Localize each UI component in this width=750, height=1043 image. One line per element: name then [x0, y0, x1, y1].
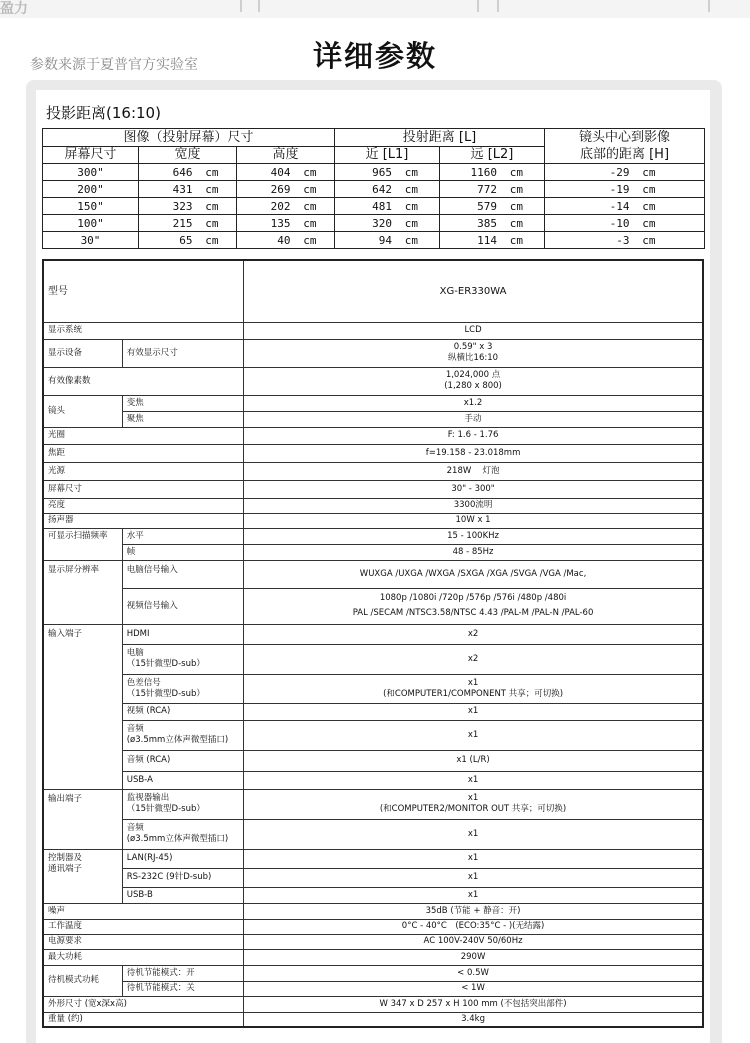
far-cell: [440, 181, 545, 198]
spec-sublabel: 视频 (RCA): [122, 703, 243, 720]
lens-offset-header: [545, 129, 705, 164]
width-value: 323: [172, 199, 193, 213]
spec-value: W 347 x D 257 x H 100 mm (不包括突出部件): [244, 996, 703, 1012]
far-value: 114: [477, 233, 497, 247]
spec-value: 3.4kg: [244, 1012, 703, 1027]
offset-value: -29: [609, 165, 630, 179]
table-row: [43, 720, 703, 750]
table-header-row: [43, 129, 705, 147]
value-line: PAL /SECAM /NTSC3.58/NTSC 4.43 /PAL-M /PAL-N /PAL-60: [352, 608, 594, 618]
image-size-group-header: 图像（投射屏幕）尺寸: [43, 129, 335, 147]
table-row: [43, 750, 703, 771]
height-value: 269: [270, 182, 291, 196]
spec-value: WUXGA /UXGA /WXGA /SXGA /XGA /SVGA /VGA /Mac,: [244, 560, 703, 588]
value-line: (和COMPUTER1/COMPONENT 共享；可切换): [383, 688, 564, 699]
value-line: 1080p /1080i /720p /576p /576i /480p /480i: [379, 593, 567, 603]
table-row: [43, 996, 703, 1012]
spec-value: LCD: [244, 322, 703, 339]
near-cell: [335, 181, 440, 198]
screen-size-cell: 30": [43, 232, 139, 249]
value-line: 0.59" x 3: [453, 342, 493, 352]
spec-value: 218W 灯泡: [244, 462, 703, 480]
unit-label: cm: [404, 165, 418, 179]
spec-label: 显示设备: [43, 339, 122, 367]
spec-sublabel: [122, 819, 243, 849]
spec-sublabel: 水平: [122, 528, 243, 544]
spec-sublabel: [122, 789, 243, 819]
spec-sublabel: 待机节能模式：关: [122, 981, 243, 996]
strip-divider: [240, 0, 242, 12]
spec-sublabel: 视频信号输入: [122, 588, 243, 624]
unit-label: cm: [642, 182, 656, 196]
near-cell: [335, 198, 440, 215]
unit-label: cm: [303, 216, 317, 230]
spec-label: 噪声: [43, 903, 244, 919]
spec-label: 工作温度: [43, 919, 244, 934]
screen-size-cell: 100": [43, 215, 139, 232]
table-row: [43, 480, 703, 498]
spec-value: x1: [244, 771, 703, 789]
unit-label: cm: [205, 233, 219, 247]
spec-sublabel: [122, 644, 243, 674]
table-row: [43, 588, 703, 624]
table-row: [43, 703, 703, 720]
offset-value: -14: [609, 199, 630, 213]
spec-value: 15 - 100KHz: [244, 528, 703, 544]
offset-cell: [545, 232, 705, 249]
width-value: 65: [179, 233, 193, 247]
table-row: [43, 444, 703, 462]
spec-value: x1: [244, 887, 703, 903]
distance-section-title: 投影距离(16:10): [46, 104, 161, 122]
label-line: 控制器及: [48, 852, 83, 863]
table-row: [43, 164, 705, 181]
far-value: 385: [477, 216, 497, 230]
height-cell: [237, 164, 335, 181]
spec-label: [43, 849, 122, 903]
near-value: 642: [372, 182, 392, 196]
width-cell: [139, 164, 237, 181]
table-row: [43, 462, 703, 480]
near-value: 965: [372, 165, 392, 179]
table-row: [43, 322, 703, 339]
label-line: 通讯端子: [48, 863, 83, 874]
unit-label: cm: [642, 233, 656, 247]
unit-label: cm: [642, 165, 656, 179]
unit-label: cm: [303, 233, 317, 247]
width-cell: [139, 232, 237, 249]
table-row: [43, 260, 703, 322]
height-cell: [237, 232, 335, 249]
spec-sublabel: HDMI: [122, 624, 243, 644]
spec-label: 外形尺寸 (宽x深x高): [43, 996, 244, 1012]
screen-size-cell: 300": [43, 164, 139, 181]
offset-value: -3: [616, 233, 630, 247]
near-cell: [335, 215, 440, 232]
spec-value: 0°C - 40°C (ECO:35°C - )(无结露): [244, 919, 703, 934]
table-row: [43, 560, 703, 588]
watermark-logo: 盈力: [0, 1, 28, 17]
strip-divider: [477, 0, 479, 12]
far-cell: [440, 232, 545, 249]
spec-label: 焦距: [43, 444, 244, 462]
table-row: [43, 868, 703, 887]
table-row: [43, 849, 703, 868]
spec-sublabel: USB-A: [122, 771, 243, 789]
unit-label: cm: [509, 233, 523, 247]
near-value: 481: [372, 199, 392, 213]
table-row: [43, 771, 703, 789]
near-cell: [335, 232, 440, 249]
spec-label: 显示系统: [43, 322, 244, 339]
table-row: [43, 181, 705, 198]
unit-label: cm: [404, 216, 418, 230]
top-strip: [0, 0, 750, 18]
sublabel-line: 监视器输出: [126, 793, 170, 803]
table-row: [43, 198, 705, 215]
unit-label: cm: [642, 199, 656, 213]
unit-label: cm: [509, 216, 523, 230]
table-row: [43, 903, 703, 919]
spec-value: < 0.5W: [244, 965, 703, 981]
spec-value: x1: [244, 849, 703, 868]
spec-label: 型号: [43, 260, 244, 322]
spec-value: 10W x 1: [244, 513, 703, 528]
spec-table: [42, 259, 704, 1028]
unit-label: cm: [205, 199, 219, 213]
far-header: 远 [L2]: [440, 146, 545, 164]
far-value: 1160: [470, 165, 497, 179]
table-row: [43, 1012, 703, 1027]
sublabel-line: 电脑: [126, 648, 144, 658]
sublabel-line: （15针微型D-sub）: [126, 688, 205, 699]
offset-cell: [545, 181, 705, 198]
spec-sublabel: 聚焦: [122, 411, 243, 427]
unit-label: cm: [642, 216, 656, 230]
spec-value: 290W: [244, 949, 703, 965]
table-row: [43, 339, 703, 367]
unit-label: cm: [205, 216, 219, 230]
unit-label: cm: [205, 182, 219, 196]
table-row: [43, 934, 703, 949]
spec-value: x1: [244, 868, 703, 887]
width-cell: [139, 198, 237, 215]
spec-value: [244, 339, 703, 367]
spec-value: x1: [244, 819, 703, 849]
unit-label: cm: [404, 233, 418, 247]
far-value: 772: [477, 182, 497, 196]
height-value: 135: [270, 216, 291, 230]
spec-label: 最大功耗: [43, 949, 244, 965]
height-value: 40: [277, 233, 291, 247]
spec-label: 可显示扫描频率: [43, 528, 122, 560]
table-row: [43, 789, 703, 819]
width-value: 215: [172, 216, 193, 230]
unit-label: cm: [509, 199, 523, 213]
model-value: XG-ER330WA: [244, 260, 703, 322]
screen-size-cell: 150": [43, 198, 139, 215]
unit-label: cm: [509, 165, 523, 179]
width-cell: [139, 181, 237, 198]
height-cell: [237, 181, 335, 198]
spec-value: 手动: [244, 411, 703, 427]
table-row: [43, 411, 703, 427]
value-line: 1,024,000 点: [445, 370, 501, 380]
spec-label: 输入端子: [43, 624, 122, 789]
strip-divider: [497, 0, 499, 12]
spec-label: 有效像素数: [43, 367, 244, 395]
table-row: [43, 965, 703, 981]
strip-divider: [708, 0, 710, 12]
page-header: [0, 18, 750, 80]
spec-label: 显示屏分辨率: [43, 560, 122, 624]
spec-label: 亮度: [43, 498, 244, 513]
spec-sublabel: RS-232C (9针D-sub): [122, 868, 243, 887]
table-row: [43, 498, 703, 513]
spec-label: 待机模式功耗: [43, 965, 122, 996]
spec-label: 电源要求: [43, 934, 244, 949]
table-row: [43, 544, 703, 560]
table-row: [43, 819, 703, 849]
table-row: [43, 427, 703, 444]
sublabel-line: 音频: [126, 823, 144, 833]
spec-value: x1: [244, 703, 703, 720]
unit-label: cm: [303, 182, 317, 196]
offset-value: -10: [609, 216, 630, 230]
screen-size-header: 屏幕尺寸: [43, 146, 139, 164]
table-row: [43, 395, 703, 411]
height-header: 高度: [237, 146, 335, 164]
spec-value: [244, 367, 703, 395]
sublabel-line: （15针微型D-sub）: [126, 804, 205, 814]
value-line: (和COMPUTER2/MONITOR OUT 共享；可切换): [379, 804, 567, 814]
width-value: 646: [172, 165, 193, 179]
table-row: [43, 367, 703, 395]
spec-value: 35dB (节能 + 静音：开): [244, 903, 703, 919]
table-row: [43, 528, 703, 544]
projection-distance-table: [42, 128, 705, 249]
source-note: 参数来源于夏普官方实验室: [30, 57, 198, 73]
table-row: [43, 624, 703, 644]
far-value: 579: [477, 199, 497, 213]
spec-value: x1 (L/R): [244, 750, 703, 771]
height-cell: [237, 215, 335, 232]
value-line: x1: [467, 677, 479, 688]
screen-size-cell: 200": [43, 181, 139, 198]
sublabel-line: (ø3.5mm立体声微型插口): [126, 834, 229, 844]
height-value: 404: [270, 165, 291, 179]
spec-value: [244, 789, 703, 819]
far-cell: [440, 198, 545, 215]
spec-value: F: 1.6 - 1.76: [244, 427, 703, 444]
sublabel-line: (ø3.5mm立体声微型插口): [126, 735, 229, 745]
near-value: 320: [372, 216, 392, 230]
table-row: [43, 513, 703, 528]
far-cell: [440, 164, 545, 181]
spec-value: x1: [244, 720, 703, 750]
spec-sublabel: 待机节能模式：开: [122, 965, 243, 981]
width-header: 宽度: [139, 146, 237, 164]
spec-sublabel: 电脑信号输入: [122, 560, 243, 588]
sublabel-line: 色差信号: [126, 677, 161, 688]
width-value: 431: [172, 182, 193, 196]
height-cell: [237, 198, 335, 215]
spec-value: 3300流明: [244, 498, 703, 513]
page-title: 详细参数: [312, 39, 437, 73]
spec-label: 重量 (约): [43, 1012, 244, 1027]
spec-sublabel: USB-B: [122, 887, 243, 903]
near-cell: [335, 164, 440, 181]
table-row: [43, 644, 703, 674]
offset-cell: [545, 215, 705, 232]
spec-sublabel: 变焦: [122, 395, 243, 411]
spec-label: 光源: [43, 462, 244, 480]
offset-cell: [545, 198, 705, 215]
offset-value: -19: [609, 182, 630, 196]
spec-sublabel: 音频 (RCA): [122, 750, 243, 771]
sublabel-line: （15针微型D-sub）: [126, 659, 205, 669]
unit-label: cm: [303, 165, 317, 179]
offset-cell: [545, 164, 705, 181]
spec-label: 镜头: [43, 395, 122, 427]
value-line: 纵横比16:10: [448, 353, 499, 363]
spec-sublabel: [122, 720, 243, 750]
width-cell: [139, 215, 237, 232]
spec-value: [244, 674, 703, 703]
spec-sublabel: [122, 674, 243, 703]
near-value: 94: [378, 233, 392, 247]
lens-offset-header-line1: 镜头中心到影像: [578, 130, 670, 145]
spec-value: 30" - 300": [244, 480, 703, 498]
height-value: 202: [270, 199, 291, 213]
spec-value: [244, 588, 703, 624]
table-row: [43, 981, 703, 996]
spec-label: 屏幕尺寸: [43, 480, 244, 498]
lens-offset-header-line2: 底部的距离 [H]: [579, 147, 670, 162]
spec-label: 扬声器: [43, 513, 244, 528]
table-row: [43, 887, 703, 903]
table-row: [43, 949, 703, 965]
spec-value: x1.2: [244, 395, 703, 411]
spec-value: AC 100V-240V 50/60Hz: [244, 934, 703, 949]
sublabel-line: 音频: [126, 724, 144, 734]
spec-value: < 1W: [244, 981, 703, 996]
table-row: [43, 215, 705, 232]
value-line: (1,280 x 800): [444, 381, 502, 391]
unit-label: cm: [303, 199, 317, 213]
value-line: x1: [467, 793, 479, 803]
near-header: 近 [L1]: [335, 146, 440, 164]
table-row: [43, 919, 703, 934]
table-row: [43, 674, 703, 703]
spec-sublabel: LAN(RJ-45): [122, 849, 243, 868]
spec-label: 输出端子: [43, 789, 122, 849]
unit-label: cm: [509, 182, 523, 196]
unit-label: cm: [205, 165, 219, 179]
throw-distance-group-header: 投射距离 [L]: [335, 129, 545, 147]
spec-sublabel: 帧: [122, 544, 243, 560]
unit-label: cm: [404, 199, 418, 213]
spec-value: 48 - 85Hz: [244, 544, 703, 560]
table-row: [43, 232, 705, 249]
spec-label: 光圈: [43, 427, 244, 444]
spec-value: x2: [244, 624, 703, 644]
spec-value: x2: [244, 644, 703, 674]
spec-sublabel: 有效显示尺寸: [122, 339, 243, 367]
unit-label: cm: [404, 182, 418, 196]
strip-divider: [258, 0, 260, 12]
far-cell: [440, 215, 545, 232]
spec-value: f=19.158 - 23.018mm: [244, 444, 703, 462]
